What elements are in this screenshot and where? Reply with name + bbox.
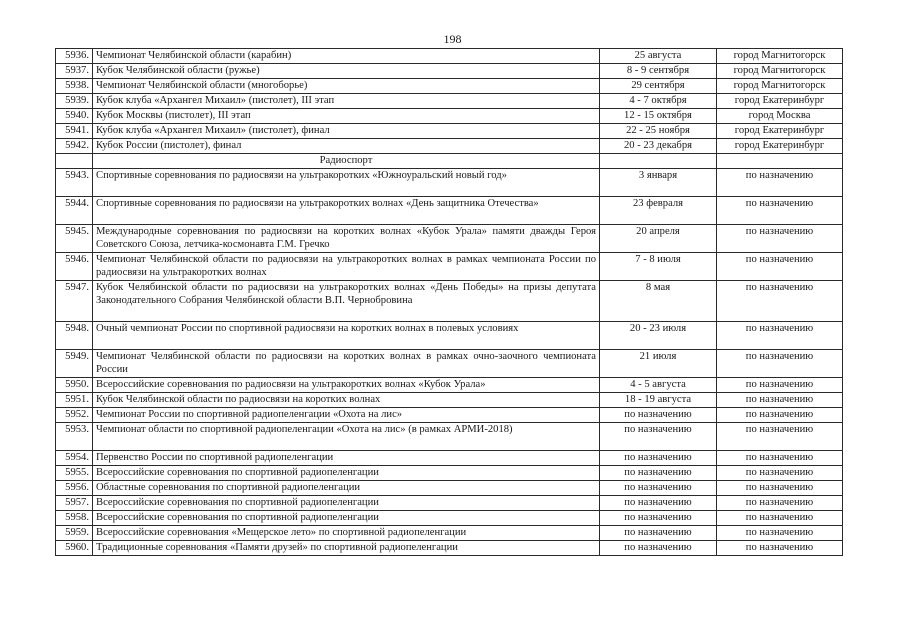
- event-date: 20 - 23 июля: [600, 322, 717, 350]
- event-number: 5949.: [56, 350, 93, 378]
- section-num-cell: [56, 154, 93, 169]
- event-place: город Москва: [717, 109, 843, 124]
- event-name: Кубок Москвы (пистолет), III этап: [93, 109, 600, 124]
- event-number: 5937.: [56, 64, 93, 79]
- event-place: по назначению: [717, 526, 843, 541]
- event-number: 5936.: [56, 49, 93, 64]
- event-number: 5943.: [56, 169, 93, 197]
- event-date: по назначению: [600, 408, 717, 423]
- event-number: 5941.: [56, 124, 93, 139]
- event-place: по назначению: [717, 481, 843, 496]
- table-row: [56, 281, 843, 322]
- table-row: [56, 511, 843, 526]
- table-row: [56, 139, 843, 154]
- event-number: 5952.: [56, 408, 93, 423]
- event-date: 4 - 7 октября: [600, 94, 717, 109]
- event-place: по назначению: [717, 423, 843, 451]
- event-name: Кубок Челябинской области по радиосвязи на ультракоротких волнах «День Победы» на призы депутата Законодательного Собрания Челябинской области В.П. Чернобровина: [93, 281, 600, 322]
- schedule-table-body: [56, 49, 843, 556]
- event-number: 5958.: [56, 511, 93, 526]
- event-number: 5942.: [56, 139, 93, 154]
- event-place: по назначению: [717, 197, 843, 225]
- section-date-cell: [600, 154, 717, 169]
- table-row: [56, 526, 843, 541]
- table-row: [56, 378, 843, 393]
- schedule-table: [55, 48, 843, 556]
- event-place: по назначению: [717, 408, 843, 423]
- event-name: Спортивные соревнования по радиосвязи на ультракоротких волнах «День защитника Отечества»: [93, 197, 600, 225]
- event-date: по назначению: [600, 423, 717, 451]
- event-name: Первенство России по спортивной радиопеленгации: [93, 451, 600, 466]
- event-date: по назначению: [600, 511, 717, 526]
- event-place: по назначению: [717, 541, 843, 556]
- table-row: [56, 481, 843, 496]
- table-row: [56, 496, 843, 511]
- event-date: 8 - 9 сентября: [600, 64, 717, 79]
- table-row: [56, 541, 843, 556]
- event-name: Чемпионат Челябинской области по радиосвязи на коротких волнах в рамках очно-заочного чемпионата России: [93, 350, 600, 378]
- event-name: Чемпионат Челябинской области по радиосвязи на ультракоротких волнах в рамках чемпионата России по радиосвязи на ультракоротких волнах: [93, 253, 600, 281]
- event-place: город Магнитогорск: [717, 49, 843, 64]
- section-header-row: [56, 154, 843, 169]
- event-date: 8 мая: [600, 281, 717, 322]
- event-place: по назначению: [717, 350, 843, 378]
- event-date: по назначению: [600, 496, 717, 511]
- event-name: Международные соревнования по радиосвязи на коротких волнах «Кубок Урала» памяти дважды Героя Советского Союза, летчика-космонавта Г.М. Гречко: [93, 225, 600, 253]
- event-date: 3 января: [600, 169, 717, 197]
- table-row: [56, 466, 843, 481]
- table-row: [56, 94, 843, 109]
- page-number: 198: [443, 32, 462, 46]
- table-row: [56, 322, 843, 350]
- event-place: по назначению: [717, 322, 843, 350]
- event-date: по назначению: [600, 541, 717, 556]
- event-date: 7 - 8 июля: [600, 253, 717, 281]
- table-row: [56, 197, 843, 225]
- event-number: 5939.: [56, 94, 93, 109]
- event-number: 5959.: [56, 526, 93, 541]
- event-place: по назначению: [717, 253, 843, 281]
- event-name: Кубок Челябинской области (ружье): [93, 64, 600, 79]
- event-number: 5955.: [56, 466, 93, 481]
- event-number: 5950.: [56, 378, 93, 393]
- event-number: 5960.: [56, 541, 93, 556]
- event-name: Чемпионат Челябинской области (карабин): [93, 49, 600, 64]
- event-date: 20 - 23 декабря: [600, 139, 717, 154]
- section-title: Радиоспорт: [93, 154, 600, 169]
- event-place: город Екатеринбург: [717, 139, 843, 154]
- table-row: [56, 169, 843, 197]
- table-row: [56, 408, 843, 423]
- event-name: Областные соревнования по спортивной радиопеленгации: [93, 481, 600, 496]
- event-number: 5945.: [56, 225, 93, 253]
- event-number: 5946.: [56, 253, 93, 281]
- event-number: 5956.: [56, 481, 93, 496]
- section-place-cell: [717, 154, 843, 169]
- event-name: Кубок клуба «Архангел Михаил» (пистолет), III этап: [93, 94, 600, 109]
- event-date: 12 - 15 октября: [600, 109, 717, 124]
- table-row: [56, 451, 843, 466]
- table-row: [56, 393, 843, 408]
- event-name: Кубок России (пистолет), финал: [93, 139, 600, 154]
- event-name: Кубок клуба «Архангел Михаил» (пистолет), финал: [93, 124, 600, 139]
- event-place: город Магнитогорск: [717, 79, 843, 94]
- event-number: 5948.: [56, 322, 93, 350]
- event-number: 5951.: [56, 393, 93, 408]
- event-number: 5953.: [56, 423, 93, 451]
- event-place: по назначению: [717, 169, 843, 197]
- event-date: 23 февраля: [600, 197, 717, 225]
- event-number: 5947.: [56, 281, 93, 322]
- event-name: Всероссийские соревнования по спортивной радиопеленгации: [93, 511, 600, 526]
- event-name: Всероссийские соревнования по спортивной радиопеленгации: [93, 466, 600, 481]
- event-name: Всероссийские соревнования по радиосвязи на ультракоротких волнах «Кубок Урала»: [93, 378, 600, 393]
- event-place: по назначению: [717, 281, 843, 322]
- event-date: 22 - 25 ноября: [600, 124, 717, 139]
- event-place: город Магнитогорск: [717, 64, 843, 79]
- event-place: город Екатеринбург: [717, 124, 843, 139]
- event-name: Кубок Челябинской области по радиосвязи на коротких волнах: [93, 393, 600, 408]
- event-name: Очный чемпионат России по спортивной радиосвязи на коротких волнах в полевых условиях: [93, 322, 600, 350]
- event-place: по назначению: [717, 225, 843, 253]
- event-number: 5954.: [56, 451, 93, 466]
- event-date: по назначению: [600, 466, 717, 481]
- table-row: [56, 109, 843, 124]
- event-name: Всероссийские соревнования «Мещерское лето» по спортивной радиопеленгации: [93, 526, 600, 541]
- event-place: по назначению: [717, 466, 843, 481]
- event-date: по назначению: [600, 451, 717, 466]
- event-place: по назначению: [717, 451, 843, 466]
- table-row: [56, 350, 843, 378]
- table-row: [56, 79, 843, 94]
- event-date: по назначению: [600, 481, 717, 496]
- event-name: Традиционные соревнования «Памяти друзей» по спортивной радиопеленгации: [93, 541, 600, 556]
- event-name: Чемпионат России по спортивной радиопеленгации «Охота на лис»: [93, 408, 600, 423]
- event-place: город Екатеринбург: [717, 94, 843, 109]
- event-number: 5940.: [56, 109, 93, 124]
- event-number: 5938.: [56, 79, 93, 94]
- event-name: Чемпионат Челябинской области (многоборье): [93, 79, 600, 94]
- table-row: [56, 64, 843, 79]
- event-name: Всероссийские соревнования по спортивной радиопеленгации: [93, 496, 600, 511]
- event-number: 5957.: [56, 496, 93, 511]
- event-date: 21 июля: [600, 350, 717, 378]
- event-date: 4 - 5 августа: [600, 378, 717, 393]
- event-place: по назначению: [717, 393, 843, 408]
- event-name: Чемпионат области по спортивной радиопеленгации «Охота на лис» (в рамках АРМИ-2018): [93, 423, 600, 451]
- table-row: [56, 49, 843, 64]
- table-row: [56, 124, 843, 139]
- event-date: 25 августа: [600, 49, 717, 64]
- table-row: [56, 423, 843, 451]
- event-place: по назначению: [717, 511, 843, 526]
- event-place: по назначению: [717, 378, 843, 393]
- event-date: 18 - 19 августа: [600, 393, 717, 408]
- event-date: 29 сентября: [600, 79, 717, 94]
- event-number: 5944.: [56, 197, 93, 225]
- event-name: Спортивные соревнования по радиосвязи на ультракоротких «Южноуральский новый год»: [93, 169, 600, 197]
- event-place: по назначению: [717, 496, 843, 511]
- table-row: [56, 225, 843, 253]
- table-row: [56, 253, 843, 281]
- event-date: по назначению: [600, 526, 717, 541]
- event-date: 20 апреля: [600, 225, 717, 253]
